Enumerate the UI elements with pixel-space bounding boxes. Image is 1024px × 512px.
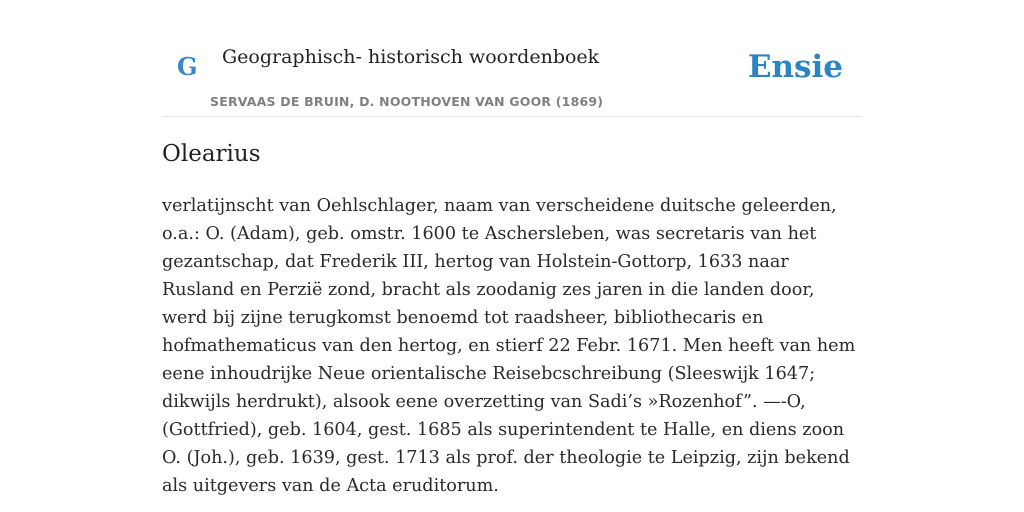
entry-title: Olearius: [162, 141, 261, 167]
ensie-brand-logo[interactable]: Ensie: [747, 49, 843, 85]
book-header: [162, 0, 862, 117]
book-logo-letter[interactable]: G: [177, 52, 198, 81]
book-authors-subtitle: SERVAAS DE BRUIN, D. NOOTHOVEN VAN GOOR (1869): [210, 94, 604, 109]
page: [162, 0, 862, 496]
entry-body-text: verlatijnscht van Oehlschlager, naam van verscheidene duitsche geleerden, o.a.: O. (Adam), geb. omstr. 1600 te Aschersleben, was secretaris van het gezantschap, dat Frederik III, hertog van Holstein-Gottorp, 1633 naar Rusland en Perzië zond, bracht als zoodanig zes jaren in die landen door, werd bij zijne terugkomst benoemd tot raadsheer, bibliothecaris en hofmathematicus van den hertog, en stierf 22 Febr. 1671. Men heeft van hem eene inhoudrijke Neue orientalische Reisebcschreibung (Sleeswijk 1647; dikwijls herdrukt), alsook eene overzetting van Sadi’s »Rozenhof”. —-O, (Gottfried), geb. 1604, gest. 1685 als superintendent te Halle, en diens zoon O. (Joh.), geb. 1639, gest. 1713 als prof. der theologie te Leipzig, zijn bekend als uitgevers van de Acta eruditorum.: [162, 196, 856, 496]
book-title-link[interactable]: Geographisch- historisch woordenboek: [222, 46, 600, 68]
